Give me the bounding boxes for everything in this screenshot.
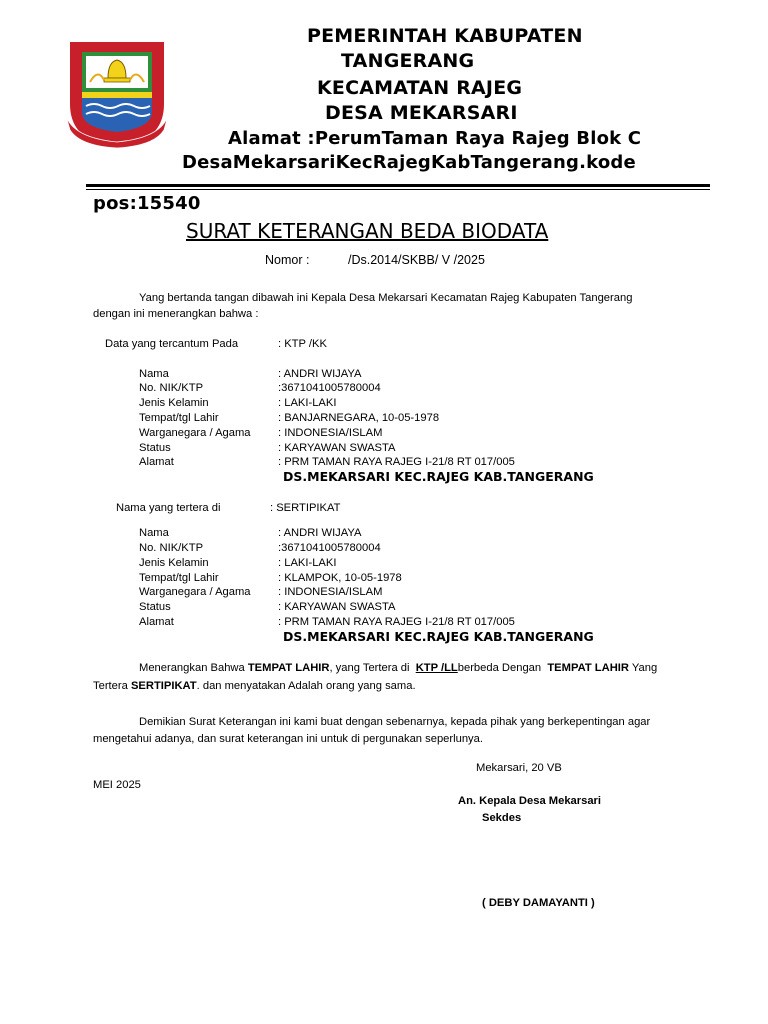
section2-label-nik: No. NIK/KTP (139, 542, 204, 554)
section2-heading: Nama yang tertera di (116, 502, 221, 514)
section1-source: : KTP /KK (278, 338, 327, 350)
section1-label-birth: Tempat/tgl Lahir (139, 412, 219, 424)
section2-value-nik: :3671041005780004 (278, 542, 381, 554)
section1-value-status: : KARYAWAN SWASTA (278, 442, 396, 454)
section1-value-gender: : LAKI-LAKI (278, 397, 337, 409)
document-title: SURAT KETERANGAN BEDA BIODATA (186, 219, 549, 243)
section2-value-address: : PRM TAMAN RAYA RAJEG I-21/8 RT 017/005 (278, 616, 515, 628)
header-address-line2: DesaMekarsariKecRajegKabTangerang.kode (182, 152, 636, 173)
statement-text-3: berbeda Dengan (457, 662, 548, 674)
section2-source: : SERTIPIKAT (270, 502, 341, 514)
section2-label-address: Alamat (139, 616, 174, 628)
section2-label-name: Nama (139, 527, 169, 539)
section1-value-birth: : BANJARNEGARA, 10-05-1978 (278, 412, 440, 424)
section2-label-birth: Tempat/tgl Lahir (139, 572, 219, 584)
statement-text-6: . dan menyatakan Adalah orang yang sama. (196, 680, 416, 692)
header-line-village: DESA MEKARSARI (325, 102, 518, 124)
section2-value-citizenship: : INDONESIA/ISLAM (278, 586, 383, 598)
section1-label-status: Status (139, 442, 171, 454)
statement-text-4: Yang (628, 662, 658, 674)
signature-name: ( DEBY DAMAYANTI ) (482, 897, 595, 909)
section2-label-gender: Jenis Kelamin (139, 557, 209, 569)
header-line-government: PEMERINTAH KABUPATEN (307, 25, 583, 47)
section2-value-birth: : KLAMPOK, 10-05-1978 (278, 572, 402, 584)
section1-value-name: : ANDRI WIJAYA (278, 368, 362, 380)
signature-subtitle: Sekdes (482, 812, 522, 824)
signature-title: An. Kepala Desa Mekarsari (458, 795, 602, 807)
header-line-district: KECAMATAN RAJEG (317, 77, 523, 99)
section1-value-citizenship: : INDONESIA/ISLAM (278, 427, 383, 439)
regency-seal-logo (64, 38, 170, 150)
section2-address-continued: DS.MEKARSARI KEC.RAJEG KAB.TANGERANG (283, 629, 594, 644)
section1-label-name: Nama (139, 368, 169, 380)
signature-month-year: MEI 2025 (93, 779, 141, 791)
section1-heading: Data yang tercantum Pada (105, 338, 239, 350)
document-number-value: /Ds.2014/SKBB/ V /2025 (348, 253, 485, 267)
statement-certificate: SERTIPIKAT (130, 680, 197, 692)
section2-label-status: Status (139, 601, 171, 613)
header-line-regency: TANGERANG (341, 50, 475, 72)
intro-line-1: Yang bertanda tangan dibawah ini Kepala Desa Mekarsari Kecamatan Rajeg Kabupaten Tangerang (139, 292, 633, 304)
section1-label-nik: No. NIK/KTP (139, 382, 204, 394)
section1-label-gender: Jenis Kelamin (139, 397, 209, 409)
statement-text-5: Tertera (93, 680, 131, 692)
section1-address-continued: DS.MEKARSARI KEC.RAJEG KAB.TANGERANG (283, 469, 594, 484)
closing-line-2: mengetahui adanya, dan surat keterangan ini untuk di pergunakan seperlunya. (93, 733, 483, 745)
intro-line-2: dengan ini menerangkan bahwa : (93, 308, 259, 320)
statement-line-1 (139, 662, 657, 674)
section1-label-citizenship: Warganegara / Agama (139, 427, 251, 439)
section2-value-name: : ANDRI WIJAYA (278, 527, 362, 539)
statement-text-2: , yang Tertera di (329, 662, 416, 674)
section1-value-nik: :3671041005780004 (278, 382, 381, 394)
statement-line-2 (93, 680, 416, 692)
section2-value-status: : KARYAWAN SWASTA (278, 601, 396, 613)
closing-line-1: Demikian Surat Keterangan ini kami buat dengan sebenarnya, kepada pihak yang berkepentingan agar (139, 716, 651, 728)
header-postal-code: pos:15540 (93, 193, 201, 214)
statement-birthplace-2: TEMPAT LAHIR (547, 662, 629, 674)
header-address-line1: Alamat :PerumTaman Raya Rajeg Blok C (228, 128, 642, 149)
statement-text-1: Menerangkan Bahwa (139, 662, 248, 674)
section1-value-address: : PRM TAMAN RAYA RAJEG I-21/8 RT 017/005 (278, 456, 515, 468)
statement-birthplace-1: TEMPAT LAHIR (247, 662, 330, 674)
signature-place-date: Mekarsari, 20 VB (476, 762, 562, 774)
header-divider-thick (86, 184, 710, 187)
header-divider-thin (86, 189, 710, 190)
section2-value-gender: : LAKI-LAKI (278, 557, 337, 569)
section1-label-address: Alamat (139, 456, 174, 468)
statement-ktp-ref: KTP /LL (415, 662, 458, 674)
document-number-label: Nomor : (265, 253, 310, 267)
section2-label-citizenship: Warganegara / Agama (139, 586, 251, 598)
